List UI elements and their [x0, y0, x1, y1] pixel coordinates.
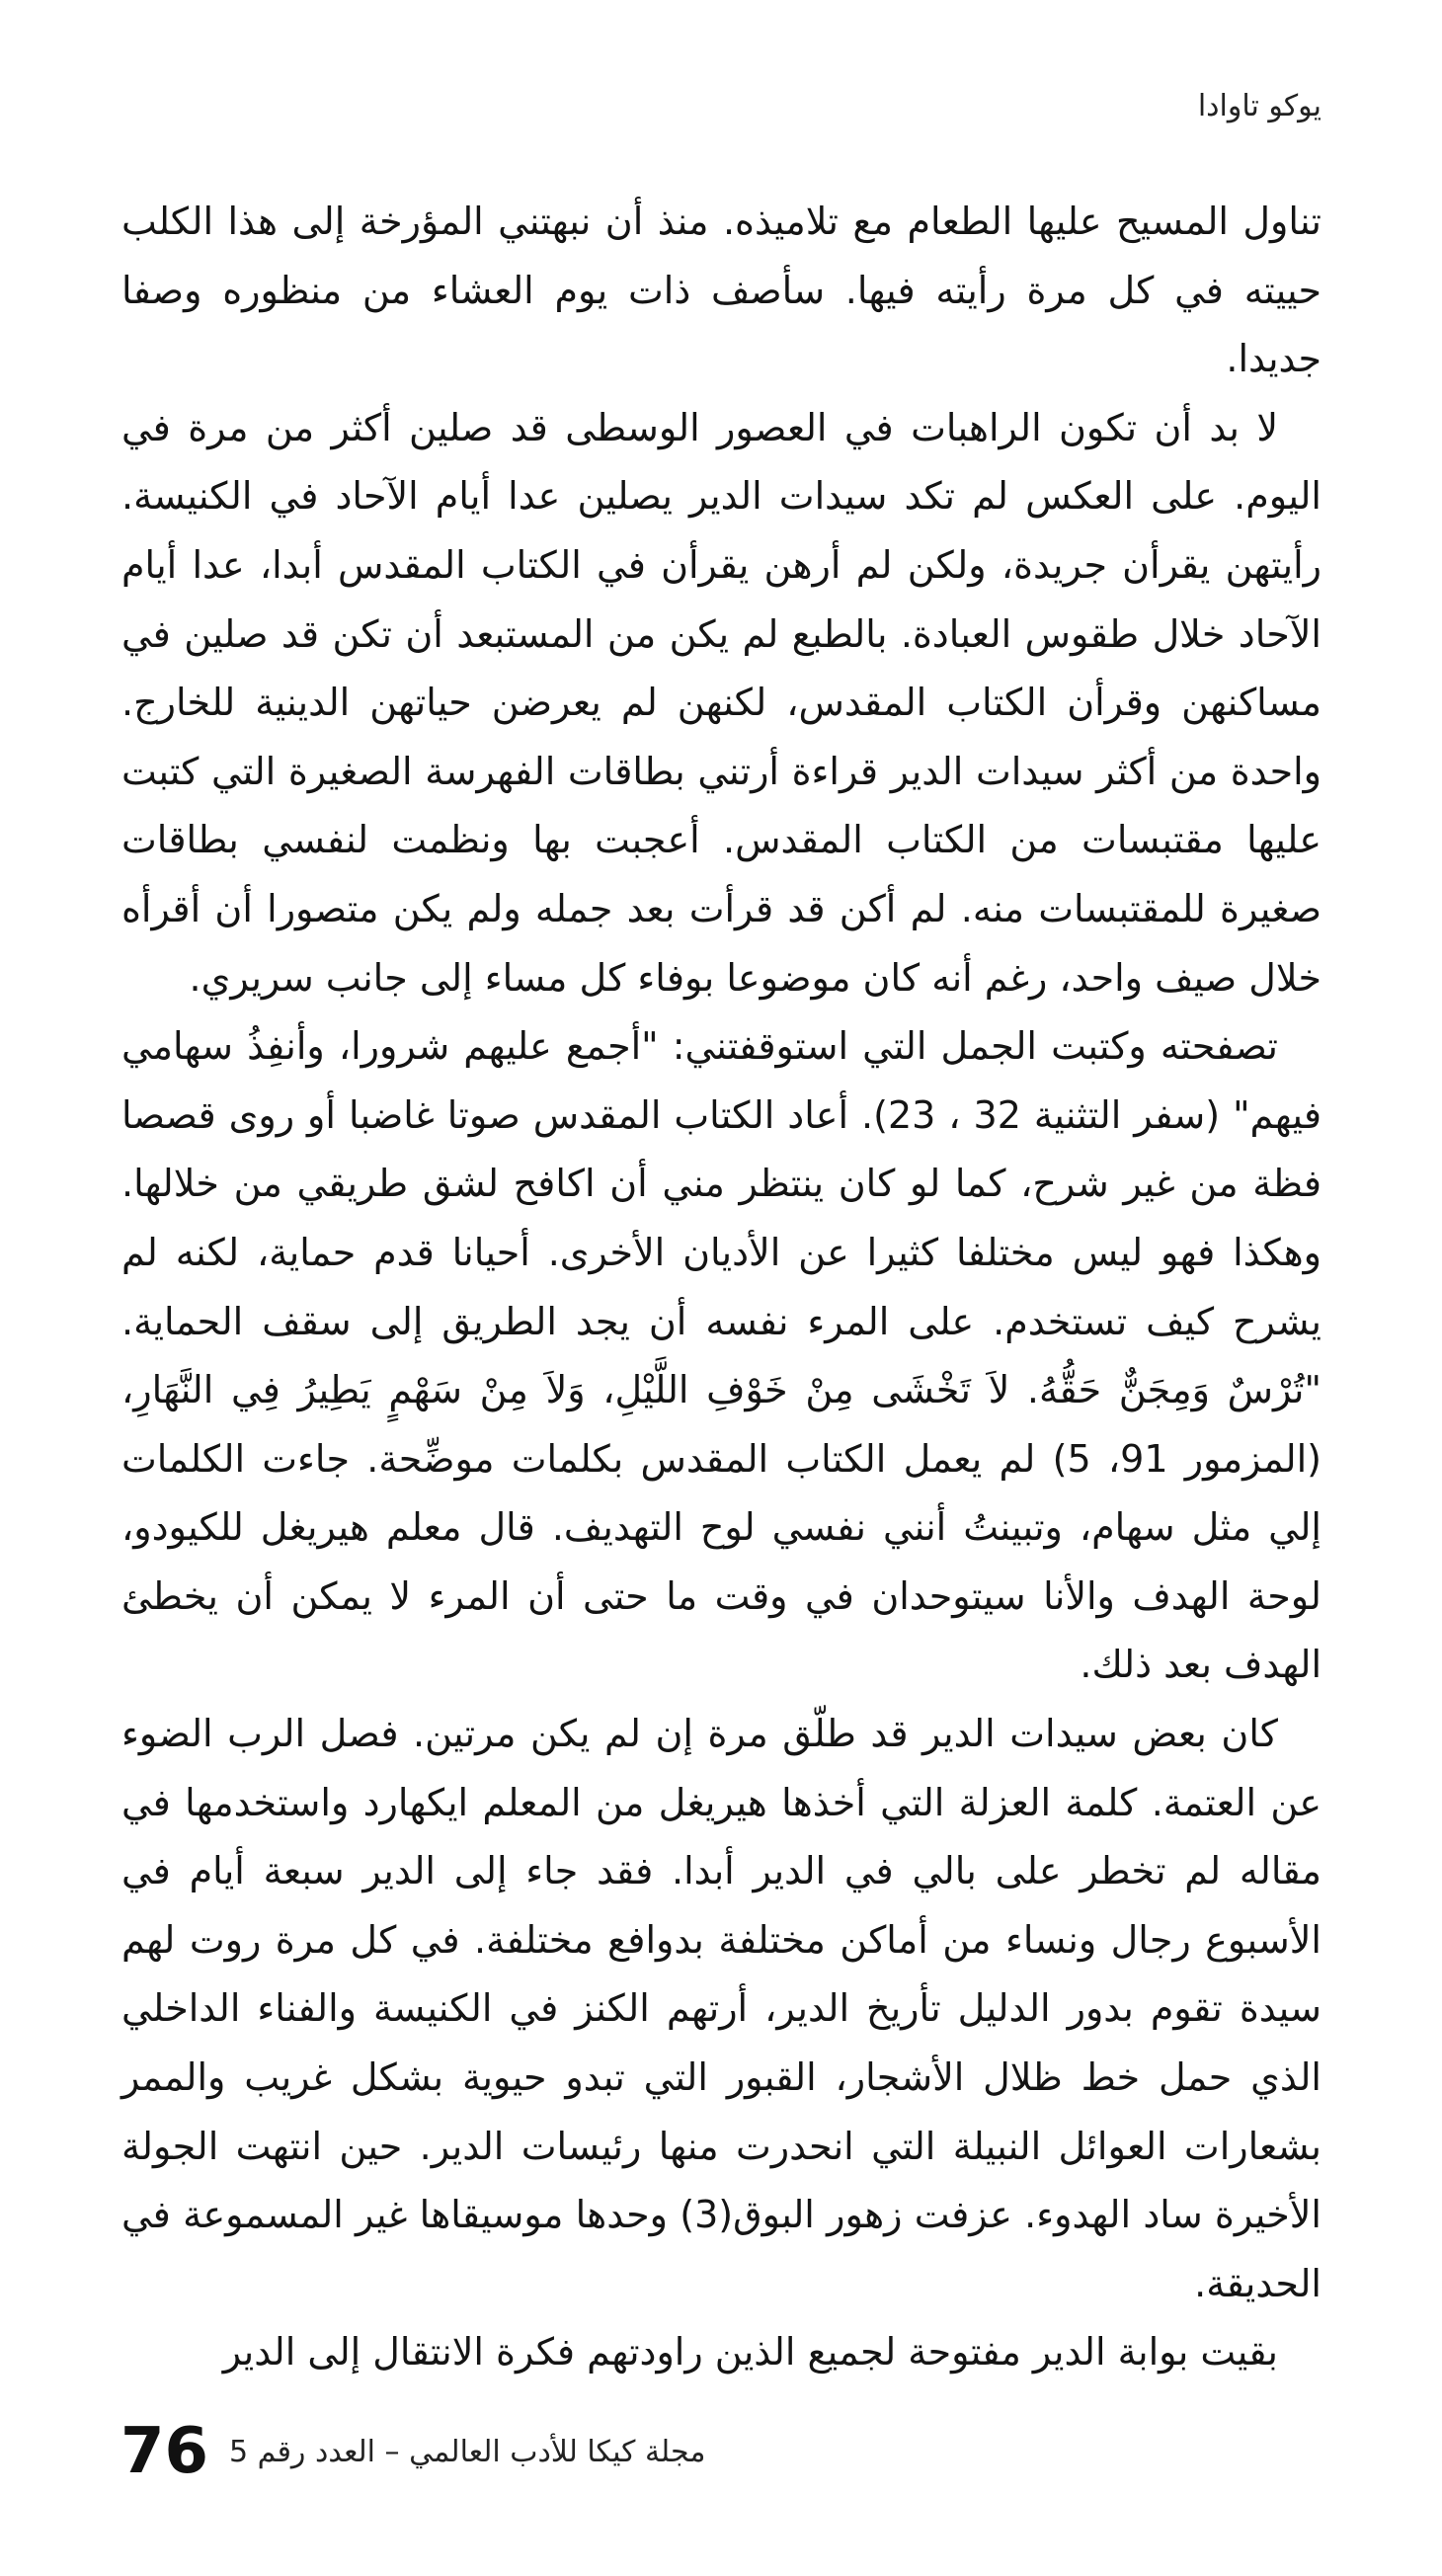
paragraph: لا بد أن تكون الراهبات في العصور الوسطى قد صلين أكثر من مرة في اليوم. على العكس لم تكد سيدات الدير يصلين عدا أيام الآحاد في الكنيسة. رأيتهن يقرأن جريدة، ولكن لم أرهن يقرأن في الكتاب المقدس أبدا، عدا أيام الآحاد خلال طقوس العبادة. بالطبع لم يكن من المستبعد أن تكن قد صلين في مساكنهن وقرأن الكتاب المقدس، لكنهن لم يعرضن حياتهن الدينية للخارج. واحدة من أكثر سيدات الدير قراءة أرتني بطاقات الفهرسة الصغيرة التي كتبت عليها مقتبسات من الكتاب المقدس. أعجبت بها ونظمت لنفسي بطاقات صغيرة للمقتبسات منه. لم أكن قد قرأت بعد جمله ولم يكن متصورا أن أقرأه خلال صيف واحد، رغم أنه كان موضوعا بوفاء كل مساء إلى جانب سريري. [121, 405, 1322, 1000]
journal-name: مجلة كيكا للأدب العالمي – العدد رقم 5 [229, 2435, 706, 2469]
page-number: 76 [120, 2415, 209, 2488]
paragraph: تصفحته وكتبت الجمل التي استوقفتني: "أجمع عليهم شرورا، وأنفِذُ سهامي فيهم" (سفر التثنية 32 ، 23). أعاد الكتاب المقدس صوتا غاضبا أو روى قصصا فظة من غير شرح، كما لو كان ينتظر مني أن اكافح لشق طريقي من خلالها. وهكذا فهو ليس مختلفا كثيرا عن الأديان الأخرى. أحيانا قدم حماية، لكنه لم يشرح كيف تستخدم. على المرء نفسه أن يجد الطريق إلى سقف الحماية. "تُرْسٌ وَمِجَنٌّ حَقُّهُ. لاَ تَخْشَى مِنْ خَوْفِ اللَّيْلِ، وَلاَ مِنْ سَهْمٍ يَطِيرُ فِي النَّهَارِ، (المزمور 91، 5) لم يعمل الكتاب المقدس بكلمات موضِّحة. جاءت الكلمات إلي مثل سهام، وتبينتُ أنني نفسي لوح التهديف. قال معلم هيريغل للكيودو، لوحة الهدف والأنا سيتوحدان في وقت ما حتى أن المرء لا يمكن أن يخطئ الهدف بعد ذلك. [121, 1024, 1322, 1687]
body-text [121, 188, 1322, 2387]
running-head-author: يوكو تاوادا [1197, 89, 1322, 123]
paragraph: كان بعض سيدات الدير قد طلّق مرة إن لم يكن مرتين. فصل الرب الضوء عن العتمة. كلمة العزلة التي أخذها هيريغل من المعلم ايكهارد واستخدمها في مقاله لم تخطر على بالي في الدير أبدا. فقد جاء إلى الدير سبعة أيام في الأسبوع رجال ونساء من أماكن مختلفة بدوافع مختلفة. في كل مرة روت لهم سيدة تقوم بدور الدليل تأريخ الدير، أرتهم الكنز في الكنيسة والفناء الداخلي الذي حمل خط ظلال الأشجار، القبور التي تبدو حيوية بشكل غريب والممر بشعارات العوائل النبيلة التي انحدرت منها رئيسات الدير. حين انتهت الجولة الأخيرة ساد الهدوء. عزفت زهور البوق(3) وحدها موسيقاها غير المسموعة في الحديقة. [121, 1712, 1322, 2305]
paragraph: بقيت بوابة الدير مفتوحة لجميع الذين راودتهم فكرة الانتقال إلى الدير [222, 2330, 1278, 2375]
paragraph: تناول المسيح عليها الطعام مع تلاميذه. منذ أن نبهتني المؤرخة إلى هذا الكلب حييته في كل مرة رأيته فيها. سأصف ذات يوم العشاء من منظوره وصفا جديدا. [121, 200, 1322, 381]
page-footer [120, 2412, 706, 2491]
